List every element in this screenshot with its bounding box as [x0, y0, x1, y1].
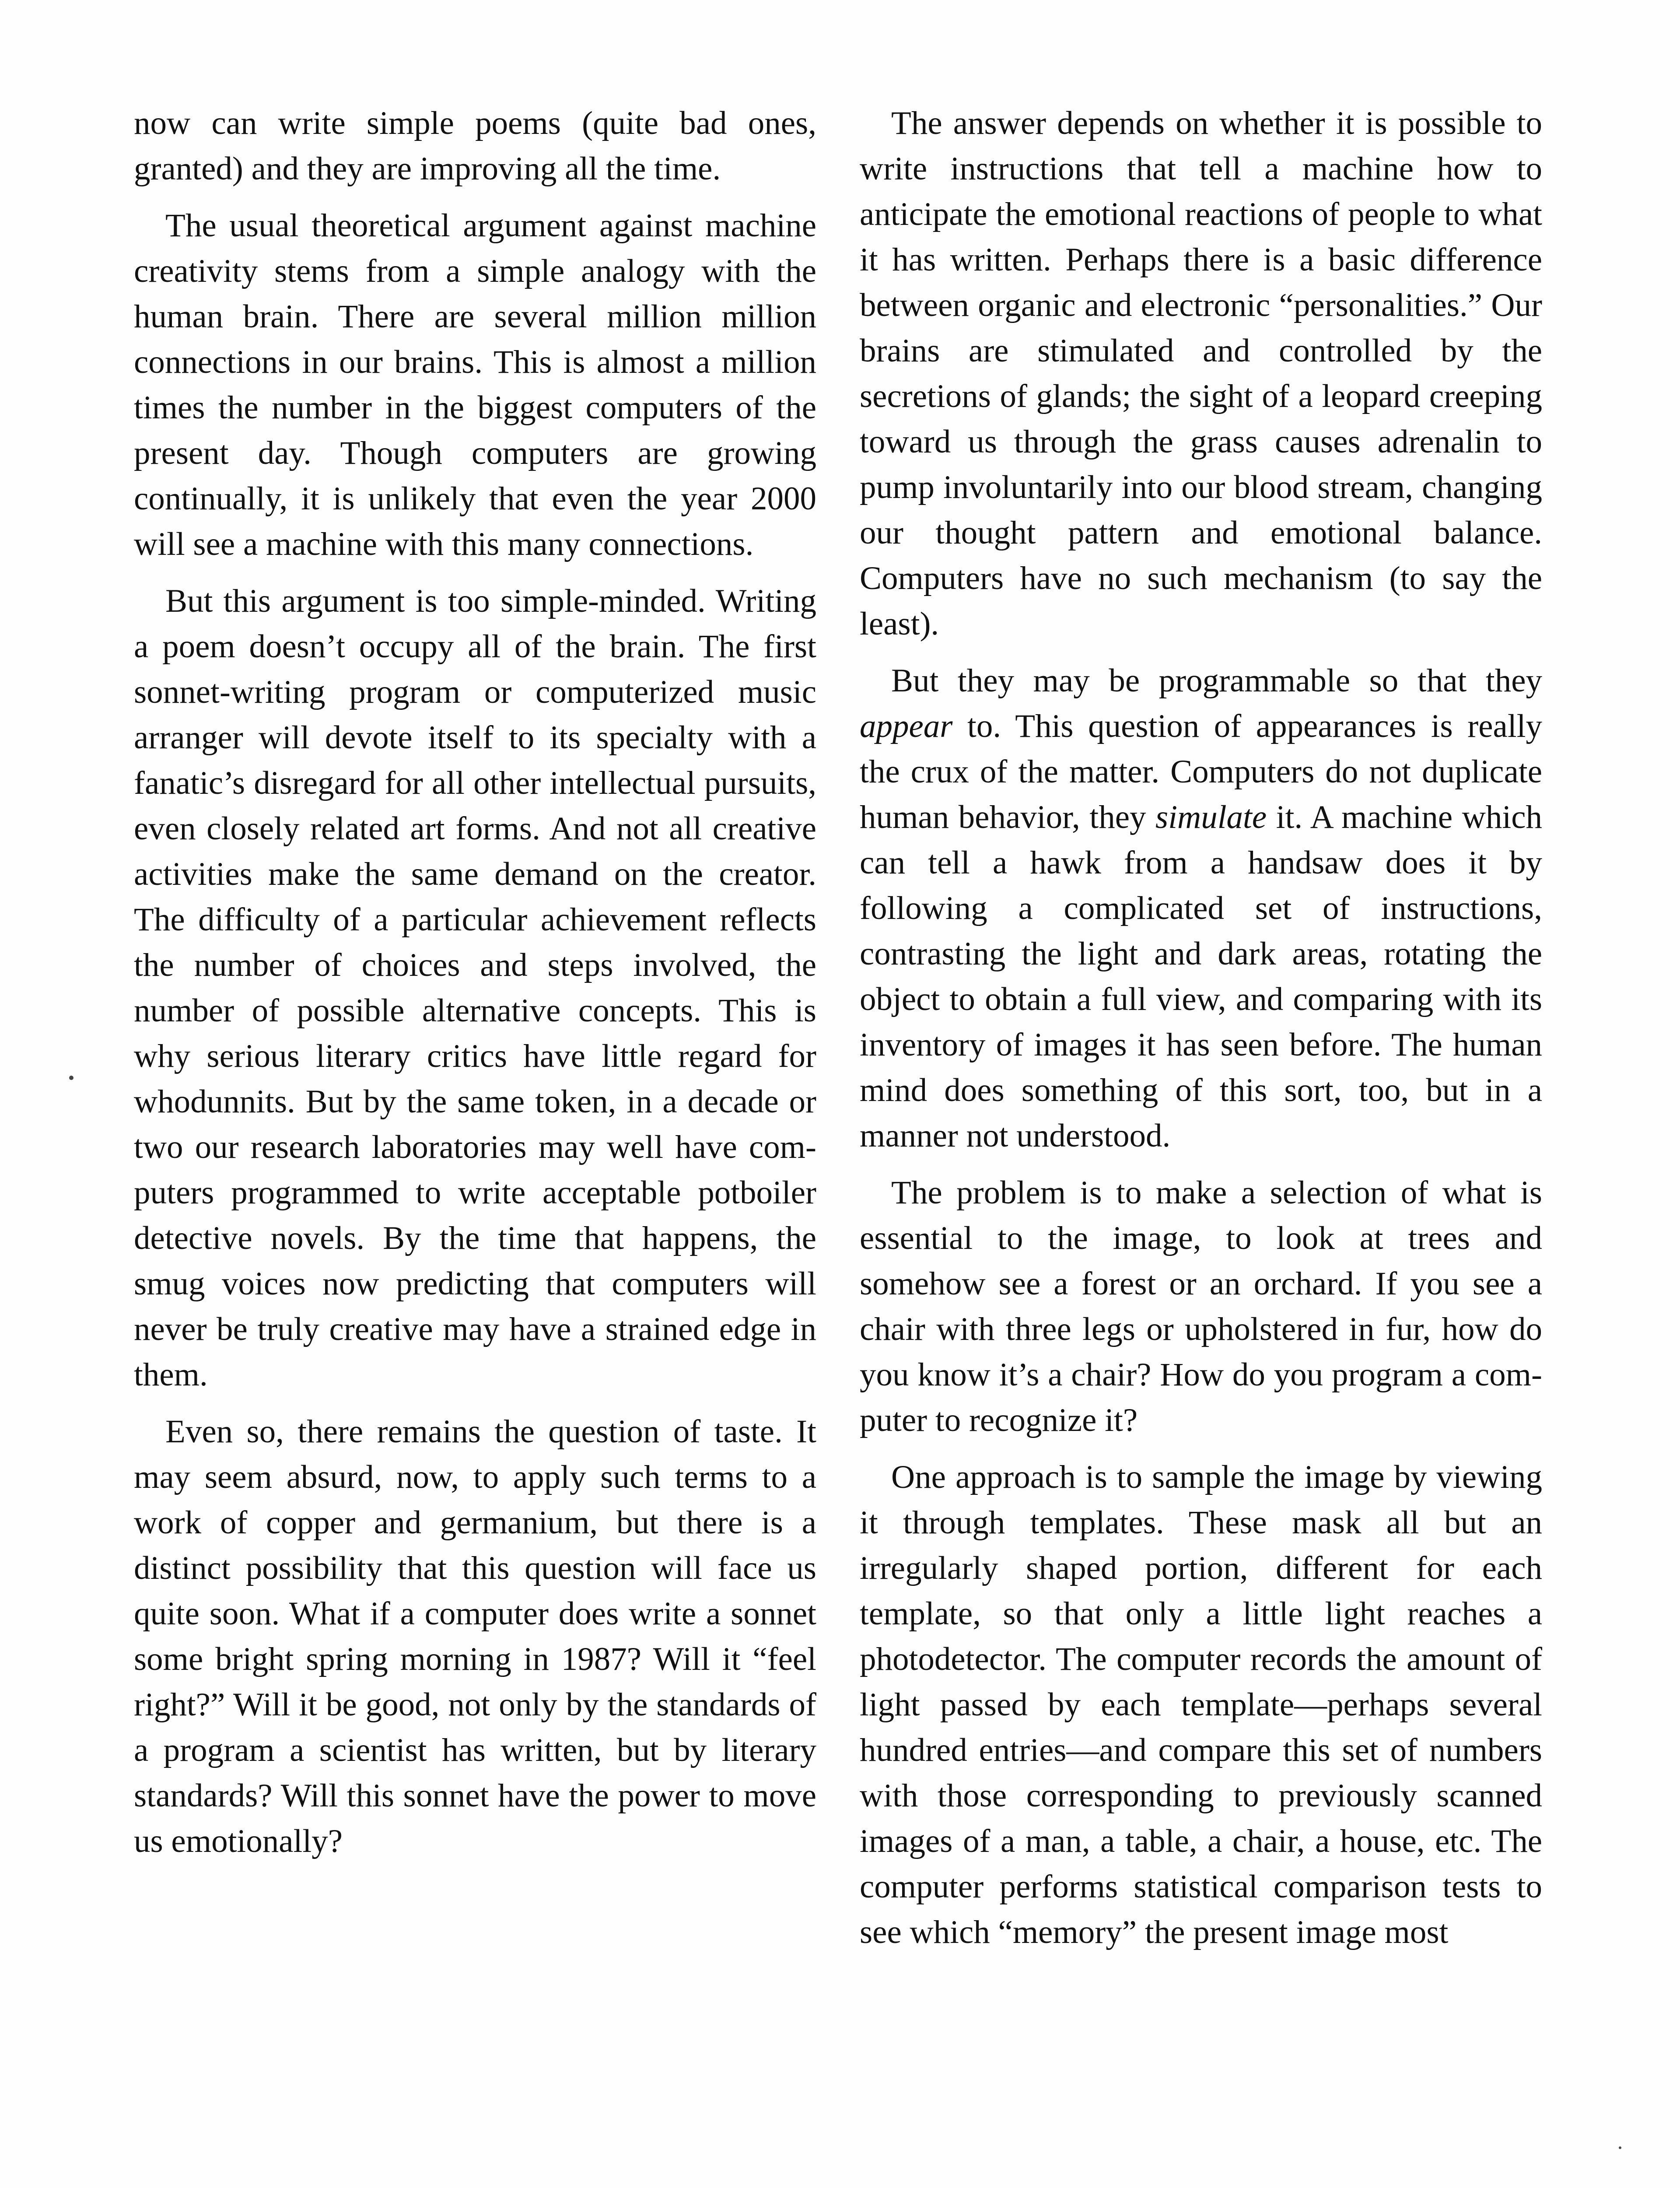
paragraph: The usual theoretical argument against machine creativity stems from a simple analogy with the human brain. There are several million million connections in our brains. This is almost a million times the number in the biggest computers of the present day. Though computers are growing continually, it is unlikely that even the year 2000 will see a machine with this many connections. — [134, 207, 816, 562]
paragraph — [860, 658, 1542, 1159]
right-column — [860, 101, 1542, 1967]
stray-ink-mark — [69, 1076, 74, 1080]
paragraph: Even so, there remains the question of taste. It may seem absurd, now, to apply such terms to a work of copper and germanium, but there is a distinct possibility that this question will face us quite soon. What if a computer does write a sonnet some bright spring morning in 1987? Will it “feel right?” Will it be good, not only by the standards of a program a scientist has written, but by literary standards? Will this sonnet have the power to move us emotionally? — [134, 1413, 816, 1859]
italic-word-appear: appear — [860, 708, 953, 744]
paragraph-text: to. This question of appearances is really the crux of the matter. Computers do not duplicate human behavior, they — [860, 708, 1542, 835]
paragraph-text: But they may be programmable so that they — [891, 663, 1542, 699]
paragraph: One approach is to sample the image by viewing it through templates. These mask all but an irregularly shaped portion, different for each template, so that only a little light reaches a photodetector. The computer records the amount of light passed by each template—perhaps several hundred entries—and compare this set of numbers with those corresponding to previously scanned images of a man, a table, a chair, a house, etc. The computer performs statistical comparison tests to see which “memory” the present image most — [860, 1459, 1542, 1950]
left-column — [134, 101, 816, 1876]
paragraph-text: it. A machine which can tell a hawk from a handsaw does it by following a complicated set of instructions, contrasting the light and dark areas, rotating the object to obtain a full view, and comparing with its inventory of images it has seen before. The human mind does something of this sort, too, but in a manner not understood. — [860, 799, 1543, 1154]
italic-word-simulate: simulate — [1155, 799, 1267, 835]
stray-ink-mark — [1619, 2146, 1621, 2149]
paragraph: now can write simple poems (quite bad ones, granted) and they are improving all the time. — [134, 105, 816, 187]
paragraph: The problem is to make a selection of what is essential to the image, to look at trees and somehow see a forest or an orchard. If you see a chair with three legs or upholstered in fur, how do you know it’s a chair? How do you program a computer to recognize it? — [860, 1175, 1542, 1438]
paragraph: But this argument is too simple-minded. Writing a poem doesn’t occupy all of the brain. The first sonnet-writing program or computerized music arranger will devote itself to its specialty with a fanatic’s disregard for all other intellectual pursuits, even closely related art forms. And not all creative activities make the same demand on the creator. The difficulty of a particular achievement reflects the number of choices and steps involved, the number of possible alternative concepts. This is why serious literary critics have little regard for whodunnits. But by the same token, in a decade or two our research laboratories may well have computers programmed to write acceptable potboiler detective novels. By the time that happens, the smug voices now predicting that computers will never be truly creative may have a strained edge in them. — [134, 583, 816, 1393]
paragraph: The answer depends on whether it is possible to write instructions that tell a machine how to anticipate the emotional reactions of people to what it has written. Perhaps there is a basic difference between organic and electronic “personalities.” Our brains are stimulated and controlled by the secretions of glands; the sight of a leopard creeping toward us through the grass causes adrenalin to pump involuntarily into our blood stream, changing our thought pattern and emotional balance. Computers have no such mechanism (to say the least). — [860, 105, 1542, 642]
